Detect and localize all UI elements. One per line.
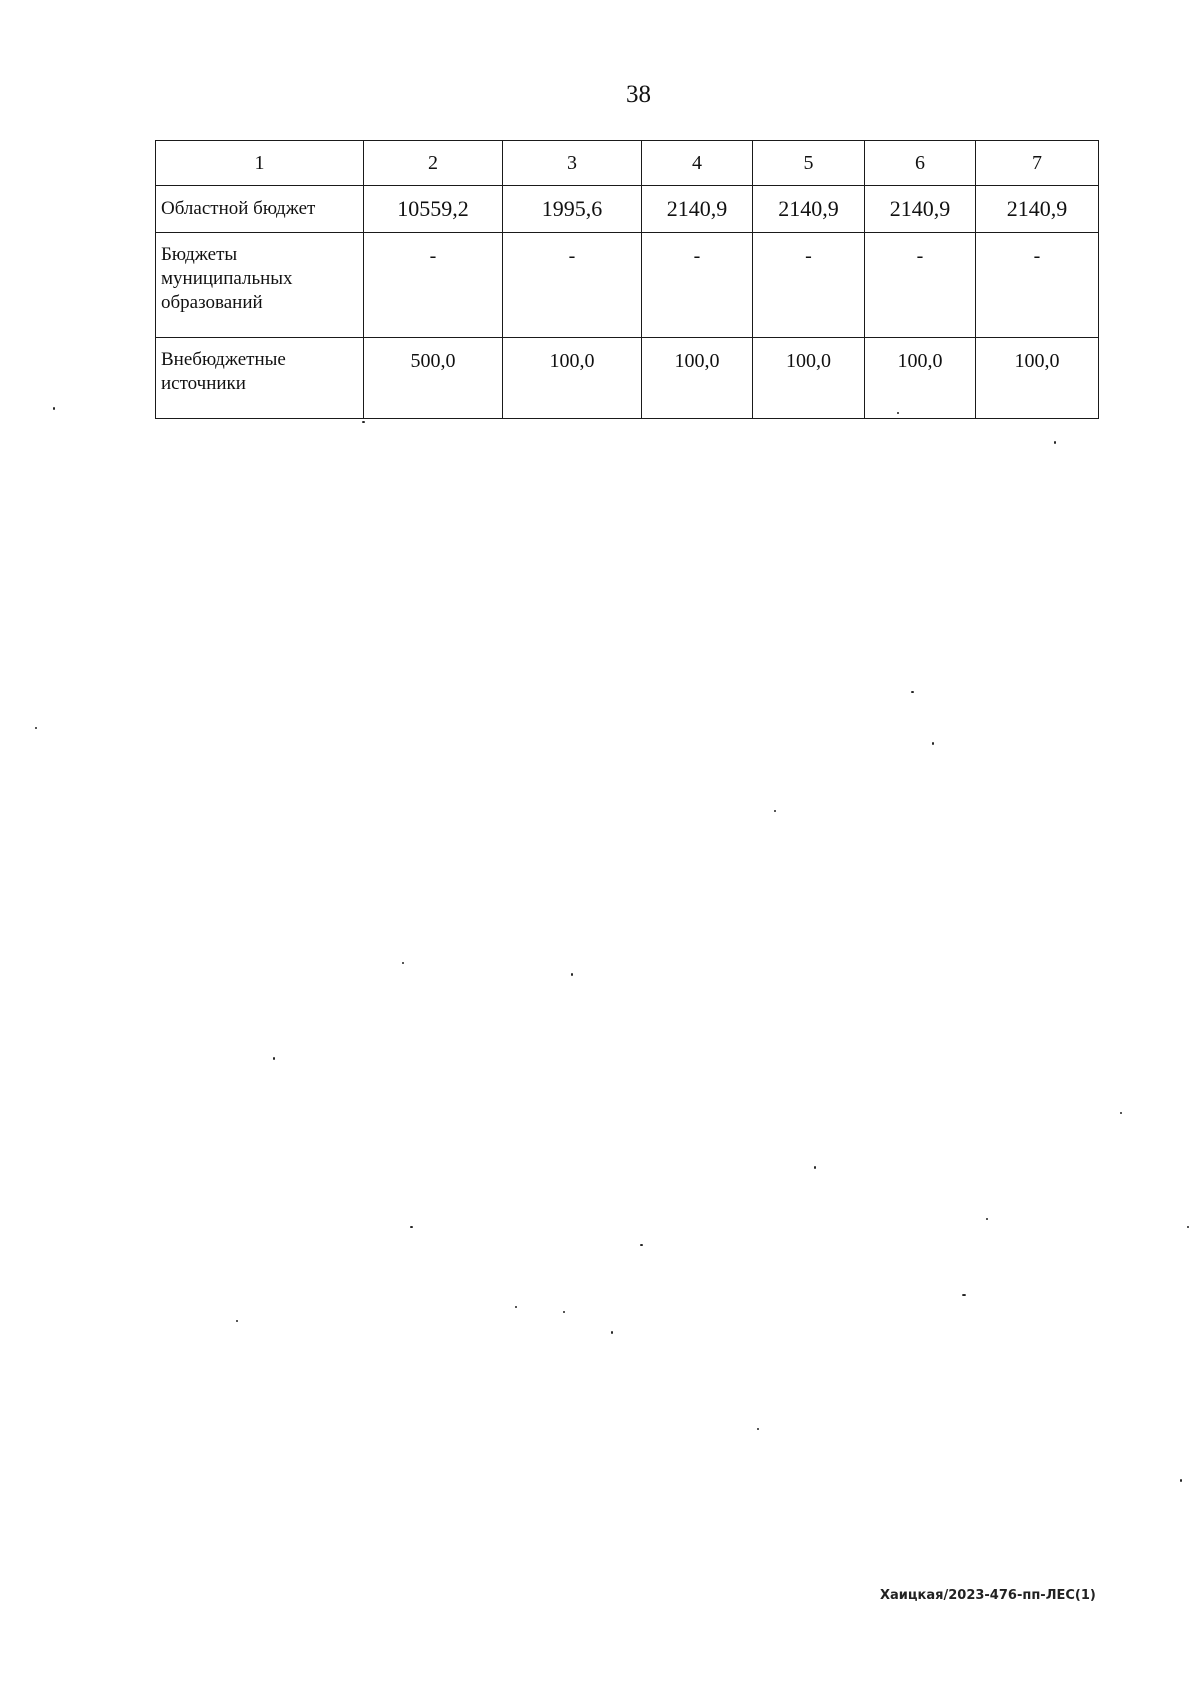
table-cell: - xyxy=(364,233,503,338)
scan-speck xyxy=(897,412,899,414)
table-cell: 100,0 xyxy=(642,338,753,419)
column-number: 6 xyxy=(865,141,976,186)
table-cell: 100,0 xyxy=(753,338,865,419)
scan-speck xyxy=(932,742,934,745)
scan-speck xyxy=(53,407,55,410)
row-label: Внебюджетные источники xyxy=(156,338,364,419)
table-cell: 100,0 xyxy=(976,338,1099,419)
table-row xyxy=(156,233,1099,338)
column-number: 3 xyxy=(503,141,642,186)
column-number: 7 xyxy=(976,141,1099,186)
scan-speck xyxy=(402,962,404,964)
scan-speck xyxy=(611,1331,613,1334)
column-number: 1 xyxy=(156,141,364,186)
budget-table xyxy=(155,140,1099,419)
row-label: Областной бюджет xyxy=(156,186,364,233)
scan-speck xyxy=(35,727,37,729)
scan-speck xyxy=(236,1320,238,1322)
scan-speck xyxy=(1187,1226,1189,1228)
table-cell: 10559,2 xyxy=(364,186,503,233)
scan-speck xyxy=(410,1226,413,1228)
scan-speck xyxy=(362,421,365,423)
scan-speck xyxy=(563,1311,565,1313)
table-cell: 2140,9 xyxy=(865,186,976,233)
scan-speck xyxy=(1054,441,1056,444)
table-cell: - xyxy=(642,233,753,338)
page-number: 38 xyxy=(626,81,651,108)
scan-speck xyxy=(774,810,776,812)
scan-speck xyxy=(1120,1112,1122,1114)
scan-speck xyxy=(571,973,573,976)
document-code: Хаицкая/2023-476-пп-ЛЕС(1) xyxy=(880,1588,1096,1603)
scan-speck xyxy=(1180,1479,1182,1482)
scan-speck xyxy=(640,1244,643,1246)
scan-speck xyxy=(273,1057,275,1060)
table-header-row xyxy=(156,141,1099,186)
table-cell: 2140,9 xyxy=(976,186,1099,233)
table-cell: 100,0 xyxy=(503,338,642,419)
scan-speck xyxy=(911,691,914,693)
scan-speck xyxy=(757,1428,759,1430)
table-cell: 2140,9 xyxy=(642,186,753,233)
table-cell: 2140,9 xyxy=(753,186,865,233)
table-row xyxy=(156,338,1099,419)
row-label: Бюджеты муниципальных образований xyxy=(156,233,364,338)
scan-speck xyxy=(962,1294,966,1296)
scan-speck xyxy=(515,1306,517,1308)
column-number: 5 xyxy=(753,141,865,186)
table-cell: 100,0 xyxy=(865,338,976,419)
table-cell: - xyxy=(753,233,865,338)
table-row xyxy=(156,186,1099,233)
column-number: 2 xyxy=(364,141,503,186)
scan-speck xyxy=(814,1166,816,1169)
table-cell: - xyxy=(865,233,976,338)
table-cell: - xyxy=(503,233,642,338)
table-cell: - xyxy=(976,233,1099,338)
scan-speck xyxy=(986,1218,988,1220)
table-cell: 1995,6 xyxy=(503,186,642,233)
column-number: 4 xyxy=(642,141,753,186)
table-cell: 500,0 xyxy=(364,338,503,419)
